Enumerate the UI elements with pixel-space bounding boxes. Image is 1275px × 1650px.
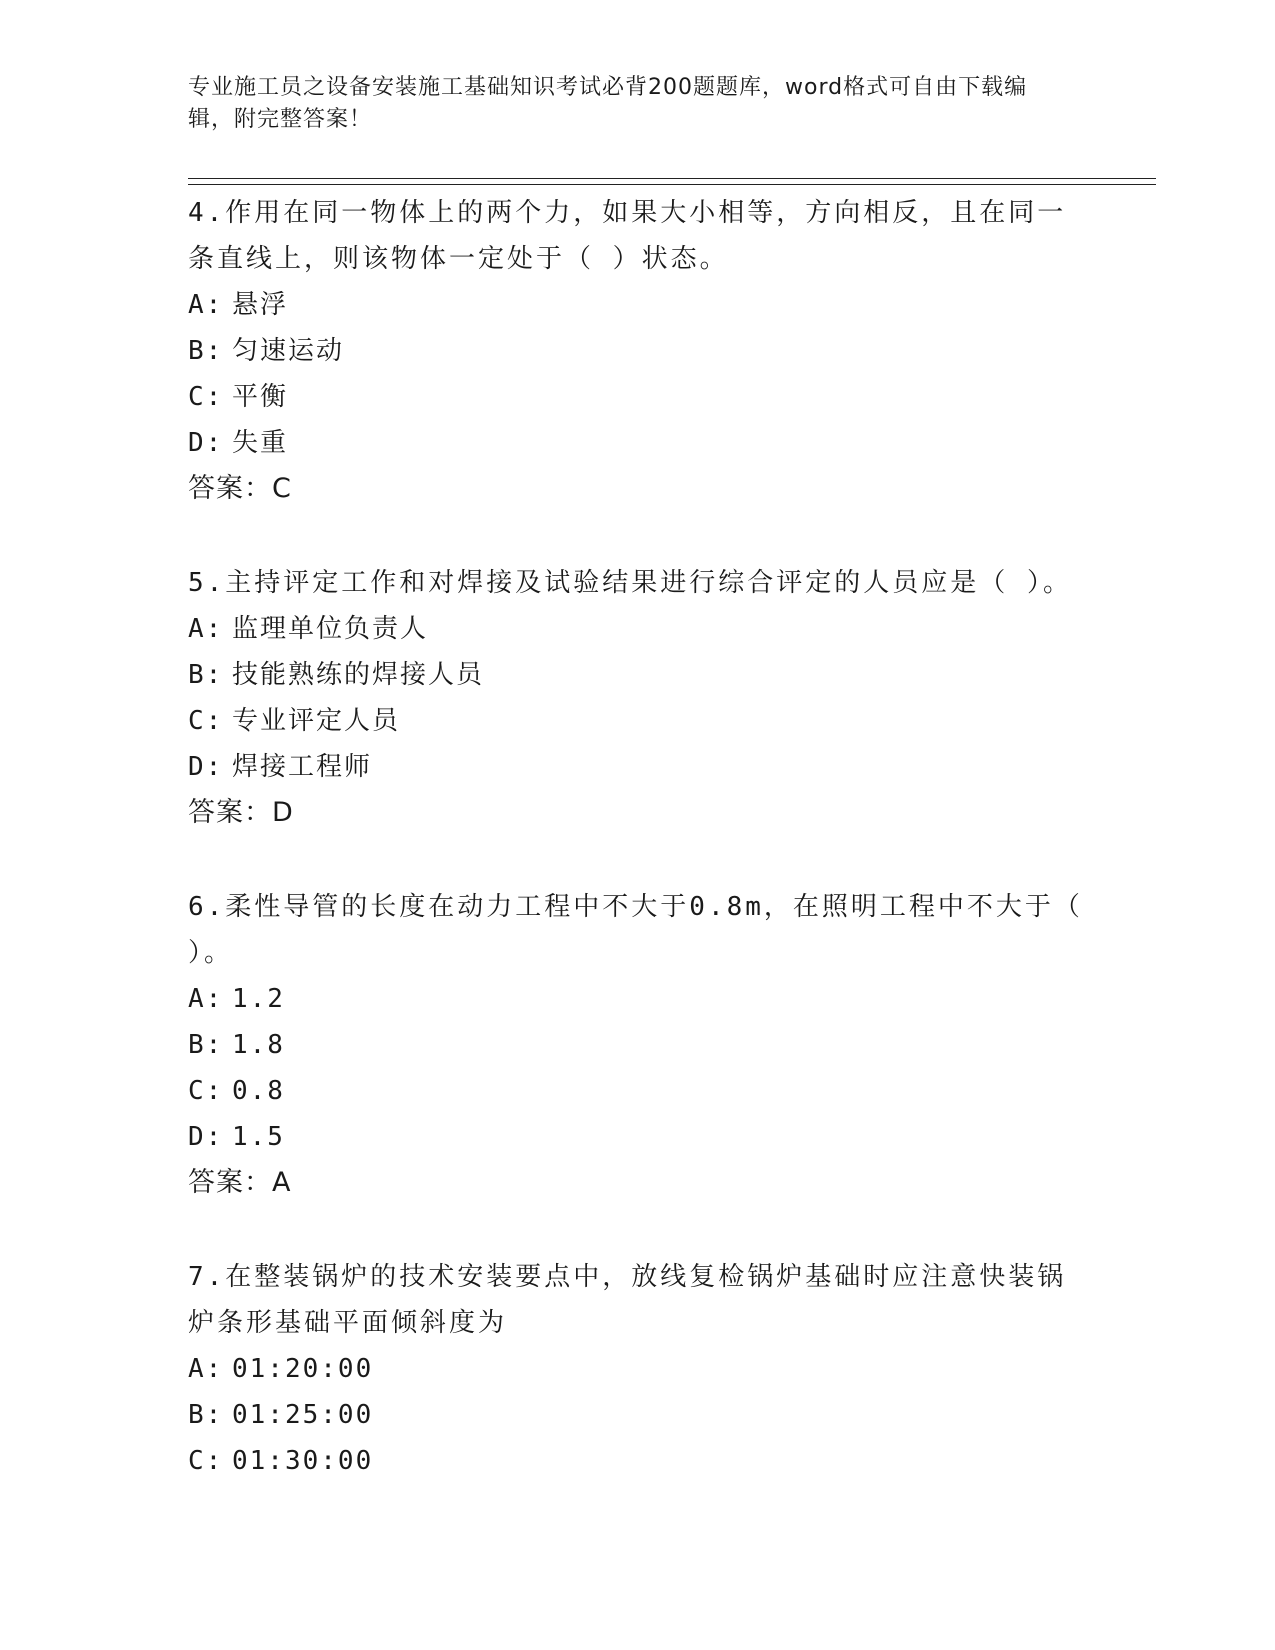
option-text: 悬浮: [232, 290, 289, 320]
option-key: A:: [188, 290, 224, 320]
option-c: [188, 374, 1088, 420]
option-text: 1.8: [232, 1030, 285, 1060]
option-key: A:: [188, 1354, 224, 1384]
question-stem: 4.作用在同一物体上的两个力，如果大小相等，方向相反，且在同一条直线上，则该物体一定处于（ ）状态。: [188, 198, 1067, 274]
header-divider-bottom: [188, 184, 1156, 185]
document-header: [188, 72, 1068, 136]
question-4: [188, 190, 1088, 512]
option-text: 平衡: [232, 382, 289, 412]
option-key: D:: [188, 752, 224, 782]
option-b: [188, 328, 1088, 374]
option-a: [188, 976, 1088, 1022]
option-text: 0.8: [232, 1076, 285, 1106]
option-c: [188, 698, 1088, 744]
option-b: [188, 1392, 1088, 1438]
option-key: C:: [188, 382, 224, 412]
option-c: [188, 1438, 1088, 1484]
option-a: [188, 606, 1088, 652]
option-key: C:: [188, 1076, 224, 1106]
option-a: [188, 1346, 1088, 1392]
question-stem: 5.主持评定工作和对焊接及试验结果进行综合评定的人员应是（ ）。: [188, 568, 1072, 598]
question-stem: 6.柔性导管的长度在动力工程中不大于0.8m，在照明工程中不大于（ ）。: [188, 892, 1083, 968]
option-key: C:: [188, 706, 224, 736]
option-key: B:: [188, 1030, 224, 1060]
option-text: 01:20:00: [232, 1354, 374, 1384]
option-text: 01:25:00: [232, 1400, 374, 1430]
question-stem: 7.在整装锅炉的技术安装要点中，放线复检锅炉基础时应注意快装锅炉条形基础平面倾斜度为: [188, 1262, 1067, 1338]
option-d: [188, 1114, 1088, 1160]
option-text: 1.2: [232, 984, 285, 1014]
option-key: A:: [188, 984, 224, 1014]
option-b: [188, 1022, 1088, 1068]
header-title: 专业施工员之设备安装施工基础知识考试必背200题题库，word格式可自由下载编辑，附完整答案！: [188, 75, 1028, 132]
question-7: [188, 1254, 1088, 1484]
option-text: 匀速运动: [232, 336, 345, 366]
option-key: C:: [188, 1446, 224, 1476]
option-text: 技能熟练的焊接人员: [232, 660, 485, 690]
option-b: [188, 652, 1088, 698]
question-5: [188, 560, 1088, 836]
option-text: 专业评定人员: [232, 706, 401, 736]
option-text: 01:30:00: [232, 1446, 374, 1476]
option-a: [188, 282, 1088, 328]
option-text: 1.5: [232, 1122, 285, 1152]
question-list: [188, 190, 1088, 1532]
option-key: D:: [188, 1122, 224, 1152]
option-c: [188, 1068, 1088, 1114]
option-key: D:: [188, 428, 224, 458]
answer-line: 答案：D: [188, 797, 294, 828]
answer-line: 答案：A: [188, 1167, 292, 1198]
question-6: [188, 884, 1088, 1206]
option-key: B:: [188, 1400, 224, 1430]
option-key: B:: [188, 660, 224, 690]
answer-line: 答案：C: [188, 473, 292, 504]
option-text: 失重: [232, 428, 289, 458]
option-text: 监理单位负责人: [232, 614, 429, 644]
option-d: [188, 744, 1088, 790]
header-divider-top: [188, 178, 1156, 179]
option-key: A:: [188, 614, 224, 644]
option-text: 焊接工程师: [232, 752, 373, 782]
option-key: B:: [188, 336, 224, 366]
option-d: [188, 420, 1088, 466]
